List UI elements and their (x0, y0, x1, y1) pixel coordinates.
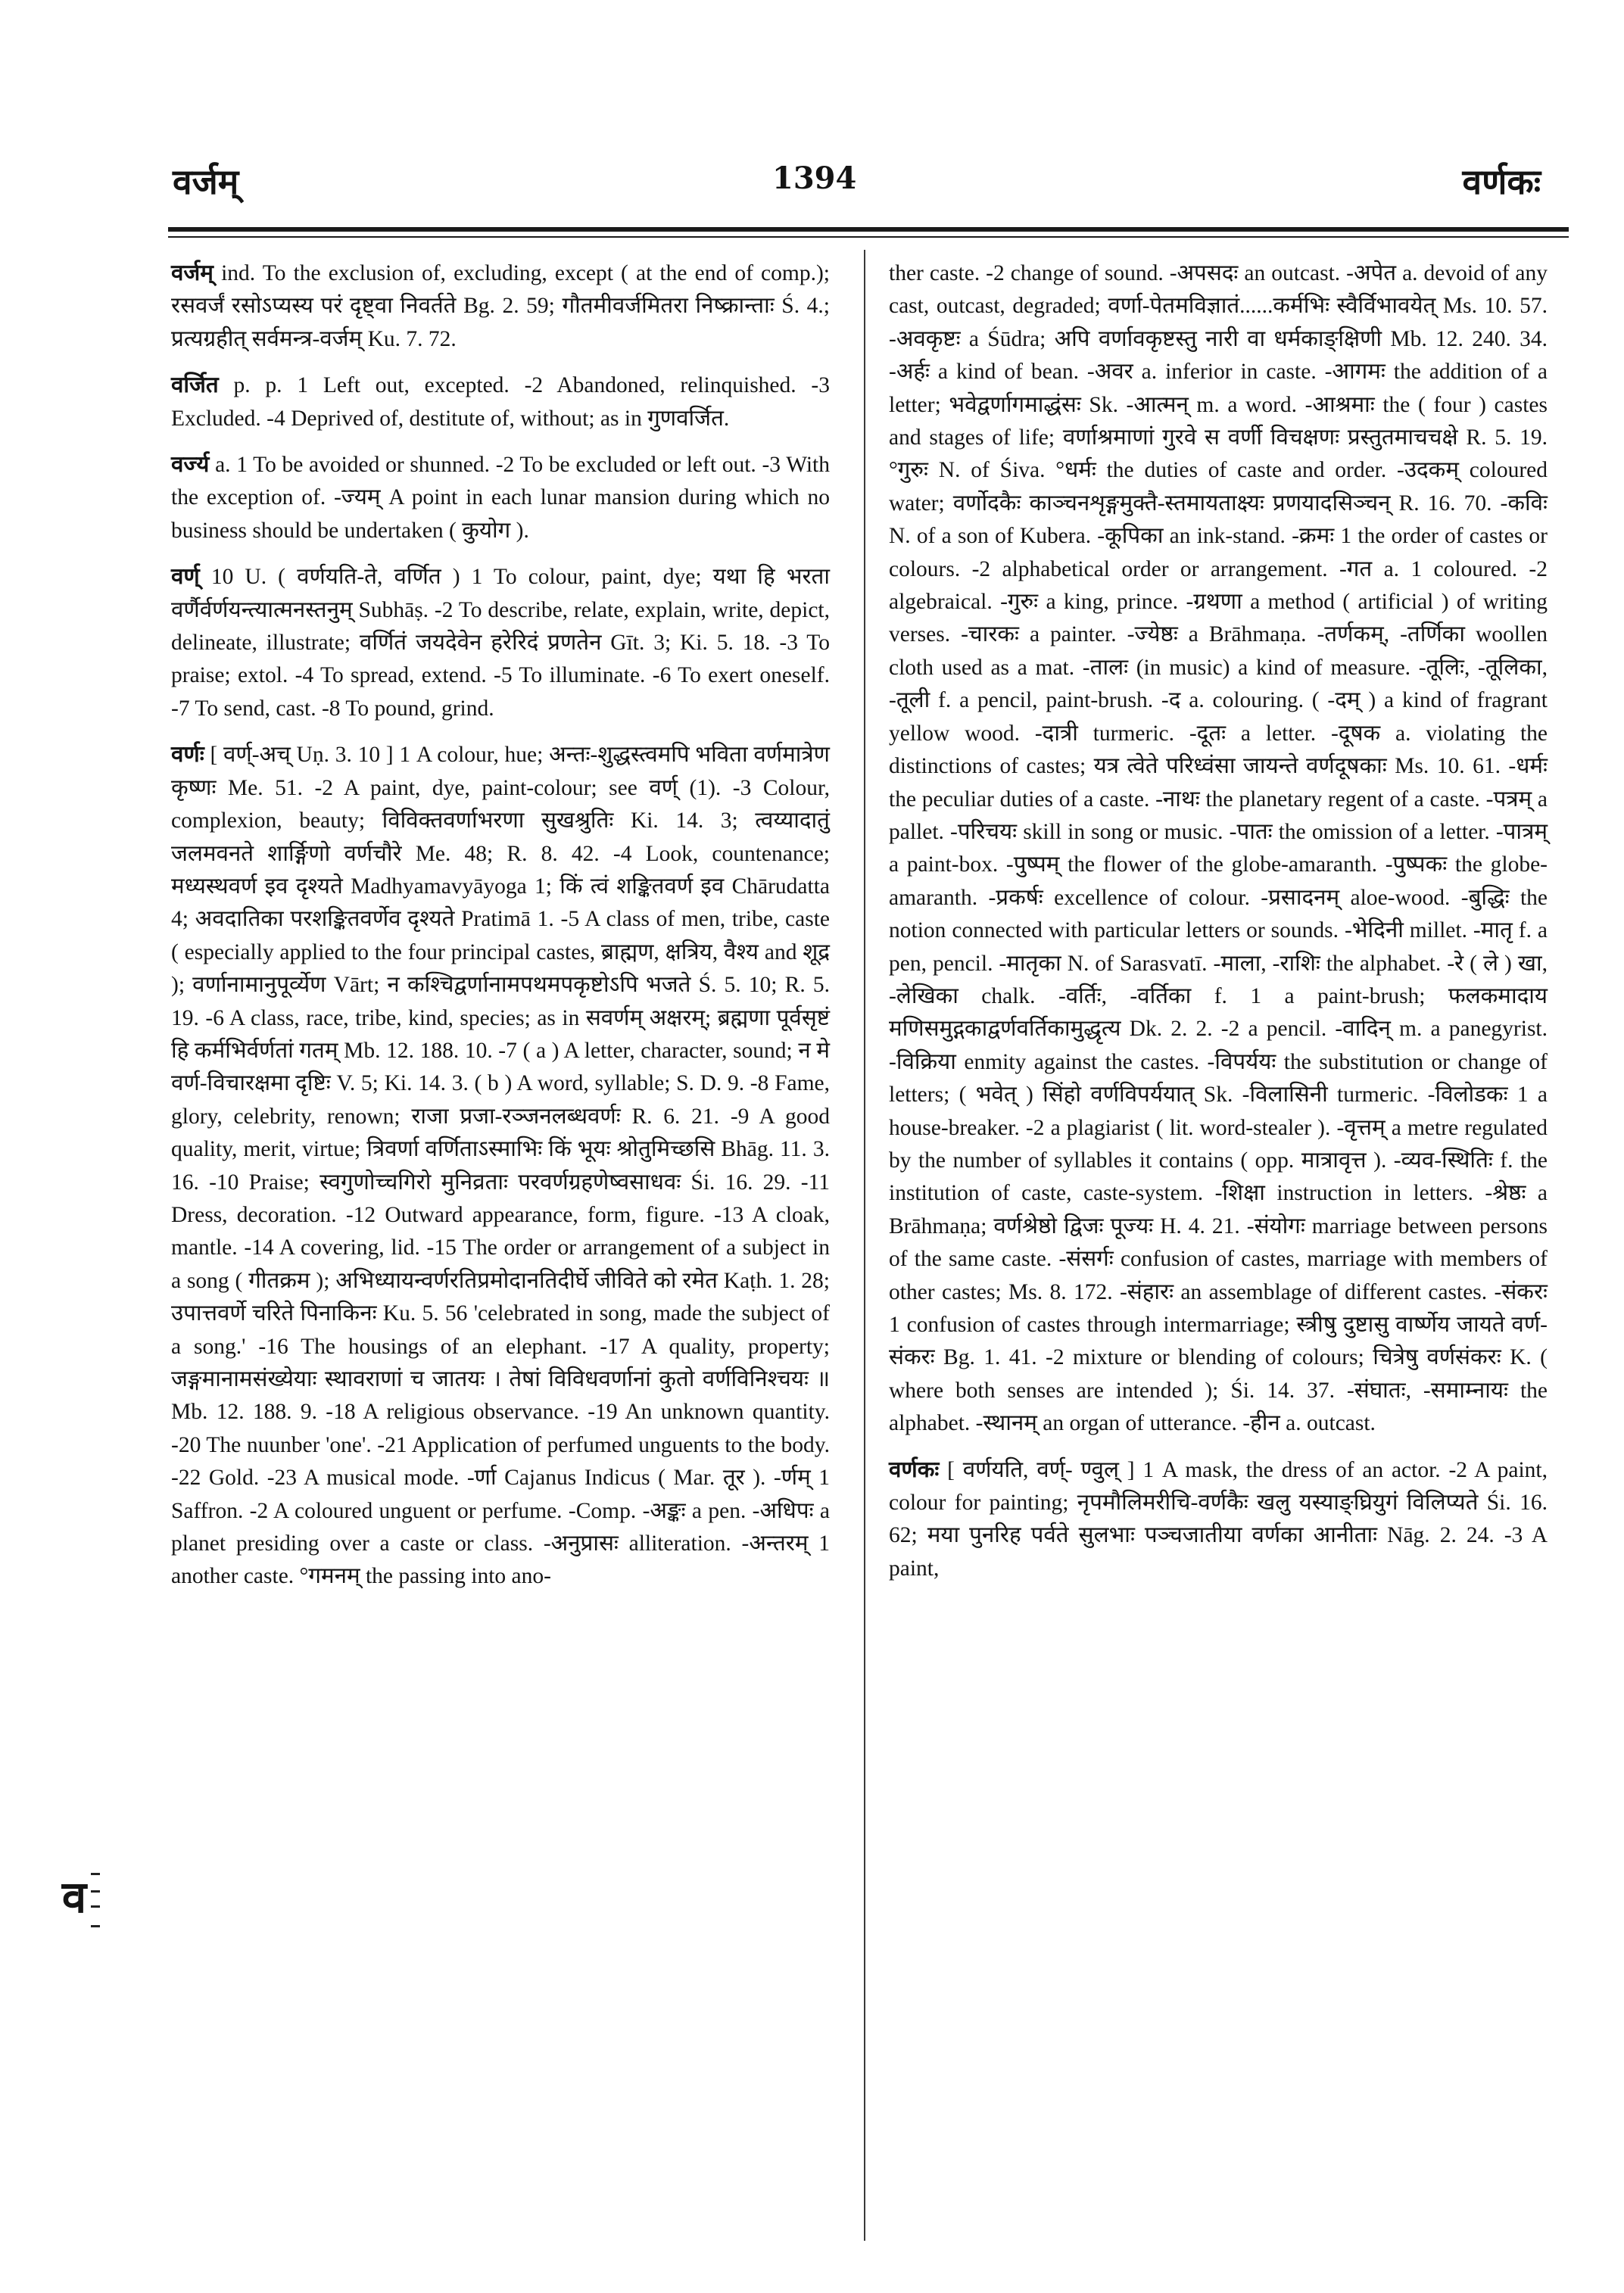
entry-headword: वर्णकः (889, 1457, 940, 1482)
dictionary-entry (171, 257, 830, 356)
column-divider (864, 250, 865, 2241)
margin-thumb-index-lines (91, 1873, 100, 1927)
header-guide-word-left: वर्जम् (173, 161, 239, 202)
entry-text: [ वर्णयति, वर्ण्- ण्वुल् ] 1 A mask, the dress of an actor. -2 A paint, colour for painting; नृपमौलिमरीचि-वर्णकैः खलु यस्याङ्घ्रियुगं विलिप्यते Śi. 16. 62; मया पुनरिह पर्वते सुलभाः पञ्चजातीया वर्णका आनीताः Nāg. 2. 24. -3 A paint, (889, 1457, 1548, 1581)
entry-text: a. 1 To be avoided or shunned. -2 To be excluded or left out. -3 With the exception of. -ज्यम् A point in each lunar mansion during which no business should be undertaken ( कुयोग ). (171, 453, 830, 543)
entry-text: 10 U. ( वर्णयति-ते, वर्णित ) 1 To colour, paint, dye; यथा हि भरता वर्णैर्वर्णयन्त्यात्मनस्तनुम् Subhāṣ. -2 To describe, relate, explain, write, depict, delineate, illustrate; वर्णितं जयदेवेन हरेरिदं प्रणतेन Gīt. 3; Ki. 5. 18. -3 To praise; extol. -4 To spread, extend. -5 To illuminate. -6 To exert oneself. -7 To send, cast. -8 To pound, grind. (171, 565, 830, 721)
header-rule-thin (168, 236, 1569, 238)
page-number: 1394 (772, 160, 857, 196)
dictionary-entry (171, 369, 830, 435)
entry-text: ther caste. -2 change of sound. -अपसदः an outcast. -अपेत a. devoid of any cast, outcast, degraded; वर्णा-पेतमविज्ञातं......कर्मभिः स्वैर्विभावयेत् Ms. 10. 57. -अवकृष्टः a Śūdra; अपि वर्णावकृष्टस्तु नारी वा धर्मकाङ्क्षिणी Mb. 12. 240. 34. -अर्हः a kind of bean. -अवर a. inferior in caste. -आगमः the addition of a letter; भवेद्वर्णागमाद्धंसः Sk. -आत्मन् m. a word. -आश्रमाः the ( four ) castes and stages of life; वर्णाश्रमाणां गुरवे स वर्णी विचक्षणः प्रस्तुतमाचचक्षे R. 5. 19. °गुरुः N. of Śiva. °धर्मः the duties of caste and order. -उदकम् coloured water; वर्णोदकैः काञ्चनशृङ्गमुक्तै-स्तमायताक्ष्यः प्रणयादसिञ्चन् R. 16. 70. -कविः N. of a son of Kubera. -कूपिका an ink-stand. -क्रमः 1 the order of castes or colours. -2 alphabetical order or arrangement. -गत a. 1 coloured. -2 algebraical. -गुरुः a king, prince. -ग्रथणा a method ( artificial ) of writing verses. -चारकः a painter. -ज्येष्ठः a Brāhmaṇa. -तर्णकम्, -तर्णिका woollen cloth used as a mat. -तालः (in music) a kind of measure. -तूलिः, -तूलिका, -तूली f. a pencil, paint-brush. -द a. colouring. ( -दम् ) a kind of fragrant yellow wood. -दात्री turmeric. -दूतः a letter. -दूषक a. violating the distinctions of castes; यत्र त्वेते परिध्वंसा जायन्ते वर्णदूषकाः Ms. 10. 61. -धर्मः the peculiar duties of a caste. -नाथः the planetary regent of a caste. -पत्रम् a pallet. -परिचयः skill in song or music. -पातः the omission of a letter. -पात्रम् a paint-box. -पुष्पम् the flower of the globe-amaranth. -पुष्पकः the globe-amaranth. -प्रकर्षः excellence of colour. -प्रसादनम् aloe-wood. -बुद्धिः the notion connected with particular letters or sounds. -भेदिनी millet. -मातृ f. a pen, pencil. -मातृका N. of Sarasvatī. -माला, -राशिः the alphabet. -रे ( ले ) खा, -लेखिका chalk. -वर्तिः, -वर्तिका f. 1 a paint-brush; फलकमादाय मणिसमुद्गकाद्वर्णवर्तिकामुद्धृत्य Dk. 2. 2. -2 a pencil. -वादिन् m. a panegyrist. -विक्रिया enmity against the castes. -विपर्ययः the substitution or change of letters; ( भवेत् ) सिंहो वर्णविपर्ययात् Sk. -विलासिनी turmeric. -विलोडकः 1 a house-breaker. -2 a plagiarist ( lit. word-stealer ). -वृत्तम् a metre regulated by the number of syllables it contains ( opp. मात्रावृत्त ). -व्यव-स्थितिः f. the institution of caste, caste-system. -शिक्षा instruction in letters. -श्रेष्ठः a Brāhmaṇa; वर्णश्रेष्ठो द्विजः पूज्यः H. 4. 21. -संयोगः marriage between persons of the same caste. -संसर्गः confusion of castes, marriage with members of other castes; Ms. 8. 172. -संहारः an assemblage of different castes. -संकरः 1 confusion of castes through intermarriage; स्त्रीषु दुष्टासु वार्ष्णेय जायते वर्ण-संकरः Bg. 1. 41. -2 mixture or blending of colours; चित्रेषु वर्णसंकरः K. ( where both senses are intended ); Śi. 14. 37. -संघातः, -समाम्नायः the alphabet. -स्थानम् an organ of utterance. -हीन a. outcast. (889, 261, 1548, 1436)
entry-headword: वर्णः (171, 743, 204, 768)
dictionary-entry (889, 1454, 1548, 1586)
right-column (889, 257, 1548, 1585)
header-rule-thick (168, 227, 1569, 232)
margin-thumb-index-letter: व (61, 1871, 86, 1923)
dictionary-entry (171, 449, 830, 547)
dictionary-entry-continued (889, 257, 1548, 1441)
entry-headword: वर्ज्य (171, 453, 210, 478)
header-guide-word-right: वर्णकः (1462, 161, 1541, 202)
entry-headword: वर्जित (171, 373, 219, 398)
entry-text: [ वर्ण्-अच् Uṇ. 3. 10 ] 1 A colour, hue; अन्तः-शुद्धस्त्वमपि भविता वर्णमात्रेण कृष्णः Me. 51. -2 A paint, dye, paint-colour; see वर्ण् (1). -3 Colour, complexion, beauty; विविक्तवर्णाभरणा सुखश्रुतिः Ki. 14. 3; त्वय्यादातुं जलमवनते शार्ङ्गिणो वर्णचौरे Me. 48; R. 8. 42. -4 Look, countenance; मध्यस्थवर्ण इव दृश्यते Madhyamavyāyoga 1; किं त्वं शङ्कितवर्ण इव Chārudatta 4; अवदातिका परशङ्कितवर्णेव दृश्यते Pratimā 1. -5 A class of men, tribe, caste ( especially applied to the four principal castes, ब्राह्मण, क्षत्रिय, वैश्य and शूद्र ); वर्णानामानुपूर्व्येण Vārt; न कश्चिद्वर्णानामपथमपकृष्टोऽपि भजते Ś. 5. 10; R. 5. 19. -6 A class, race, tribe, kind, species; as in सवर्णम् अक्षरम्; ब्रह्मणा पूर्वसृष्टं हि कर्मभिर्वर्णतां गतम् Mb. 12. 188. 10. -7 ( a ) A letter, character, sound; न मे वर्ण-विचारक्षमा दृष्टिः V. 5; Ki. 14. 3. ( b ) A word, syllable; S. D. 9. -8 Fame, glory, celebrity, renown; राजा प्रजा-रञ्जनलब्धवर्णः R. 6. 21. -9 A good quality, merit, virtue; त्रिवर्णा वर्णिताऽस्माभिः किं भूयः श्रोतुमिच्छसि Bhāg. 11. 3. 16. -10 Praise; स्वगुणोच्चगिरो मुनिव्रताः परवर्णग्रहणेष्वसाधवः Śi. 16. 29. -11 Dress, decoration. -12 Outward appearance, form, figure. -13 A cloak, mantle. -14 A covering, lid. -15 The order or arrangement of a subject in a song ( गीतक्रम ); अभिध्यायन्वर्णरतिप्रमोदानतिदीर्घे जीविते को रमेत Kaṭh. 1. 28; उपात्तवर्णे चरिते पिनाकिनः Ku. 5. 56 'celebrated in song, made the subject of a song.' -16 The housings of an elephant. -17 A quality, property; जङ्गमानामसंख्येयाः स्थावराणां च जातयः । तेषां विविधवर्णानां कुतो वर्णविनिश्चयः ॥ Mb. 12. 188. 9. -18 A religious observance. -19 An unknown quantity. -20 The nuunber 'one'. -21 Application of perfumed unguents to the body. -22 Gold. -23 A musical mode. -र्णा Cajanus Indicus ( Mar. तूर ). -र्णम् 1 Saffron. -2 A coloured unguent or perfume. -Comp. -अङ्कः a pen. -अधिपः a planet presiding over a caste or class. -अनुप्रासः alliteration. -अन्तरम् 1 another caste. °गमनम् the passing into ano- (171, 743, 830, 1589)
entry-text: ind. To the exclusion of, excluding, except ( at the end of comp.); रसवर्जं रसोऽप्यस्य परं दृष्ट्वा निवर्तते Bg. 2. 59; गौतमीवर्जमितरा निष्क्रान्ताः Ś. 4.; प्रत्यग्रहीत् सर्वमन्त्र-वर्जम् Ku. 7. 72. (171, 261, 830, 351)
entry-headword: वर्जम् (171, 261, 214, 285)
entry-headword: वर्ण् (171, 565, 200, 590)
dictionary-entry (171, 739, 830, 1594)
dictionary-entry (171, 561, 830, 725)
left-column (171, 257, 830, 1594)
entry-text: p. p. 1 Left out, excepted. -2 Abandoned, relinquished. -3 Excluded. -4 Deprived of, destitute of, without; as in गुणवर्जित. (171, 373, 830, 431)
